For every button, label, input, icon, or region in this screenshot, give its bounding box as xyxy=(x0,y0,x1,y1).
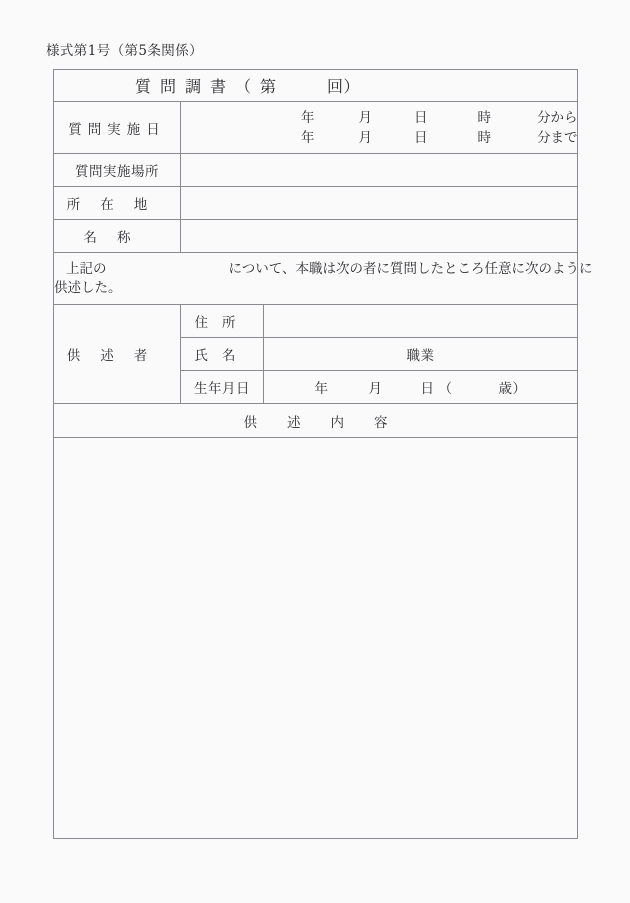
birth-day: 日 xyxy=(420,381,435,397)
statement-content-heading-cell xyxy=(54,404,578,438)
date-from-hour: 時 xyxy=(477,109,491,126)
label-address: 所在地 xyxy=(54,187,181,220)
field-declarant-name[interactable] xyxy=(264,338,578,371)
date-from-year: 年 xyxy=(301,109,315,126)
date-from-minute: 分から xyxy=(537,109,578,126)
statement-intro xyxy=(54,253,593,305)
table-row-statement-intro xyxy=(54,253,578,305)
table-row-content-heading xyxy=(54,404,578,438)
label-declarant-address: 住所 xyxy=(181,305,264,338)
age-label: 歳） xyxy=(498,381,527,397)
table-row-address xyxy=(54,187,578,220)
page-title-main: 質問調書（第 xyxy=(134,77,285,96)
label-declarant: 供述者 xyxy=(54,305,181,404)
field-declarant-address[interactable] xyxy=(264,305,578,338)
date-to-year: 年 xyxy=(301,129,315,146)
page-title-close: 回） xyxy=(327,77,361,96)
statement-intro-line-2: 供述した。 xyxy=(54,279,122,296)
page-title xyxy=(135,74,496,97)
label-interview-place: 質問実施場所 xyxy=(54,154,181,187)
field-address[interactable] xyxy=(181,187,578,220)
table-row-interview-place xyxy=(54,154,578,187)
date-to-month: 月 xyxy=(358,129,372,146)
table-row-title xyxy=(54,70,578,102)
statement-intro-suffix: について、本職は次の者に質問したところ任意に次のように xyxy=(228,260,593,277)
field-name[interactable] xyxy=(181,220,578,253)
table-row-interview-date xyxy=(54,102,578,154)
date-line-2 xyxy=(301,128,578,148)
table-row-name xyxy=(54,220,578,253)
date-to-hour: 時 xyxy=(477,129,491,146)
statement-content-heading: 供述内容 xyxy=(243,414,418,431)
date-from-day: 日 xyxy=(414,109,428,126)
date-to-day: 日 xyxy=(414,129,428,146)
field-interview-date[interactable] xyxy=(181,102,578,154)
label-declarant-name: 氏名 xyxy=(181,338,264,371)
statement-intro-prefix: 上記の xyxy=(66,260,107,277)
field-interview-place[interactable] xyxy=(181,154,578,187)
field-declarant-birth[interactable] xyxy=(264,371,578,404)
birth-date-line xyxy=(315,377,527,397)
label-interview-date: 質問実施日 xyxy=(54,102,181,154)
date-line-1 xyxy=(301,108,578,128)
date-to-minute: 分まで xyxy=(537,129,578,146)
label-occupation: 職業 xyxy=(406,348,435,364)
interview-date-lines xyxy=(181,108,577,148)
label-declarant-birth: 生年月日 xyxy=(181,371,264,404)
table-row-declarant-address xyxy=(54,305,578,338)
statement-content-body[interactable] xyxy=(54,438,578,839)
title-cell xyxy=(54,70,578,102)
birth-year: 年 xyxy=(314,381,329,397)
age-paren-open: （ xyxy=(438,381,453,397)
statement-intro-line-1 xyxy=(54,260,593,279)
label-name: 名称 xyxy=(54,220,181,253)
date-from-month: 月 xyxy=(358,109,372,126)
birth-month: 月 xyxy=(368,381,383,397)
interview-record-table xyxy=(53,69,593,839)
form-number: 様式第1号（第5条関係） xyxy=(46,43,203,59)
table-row-content-body xyxy=(54,438,578,839)
